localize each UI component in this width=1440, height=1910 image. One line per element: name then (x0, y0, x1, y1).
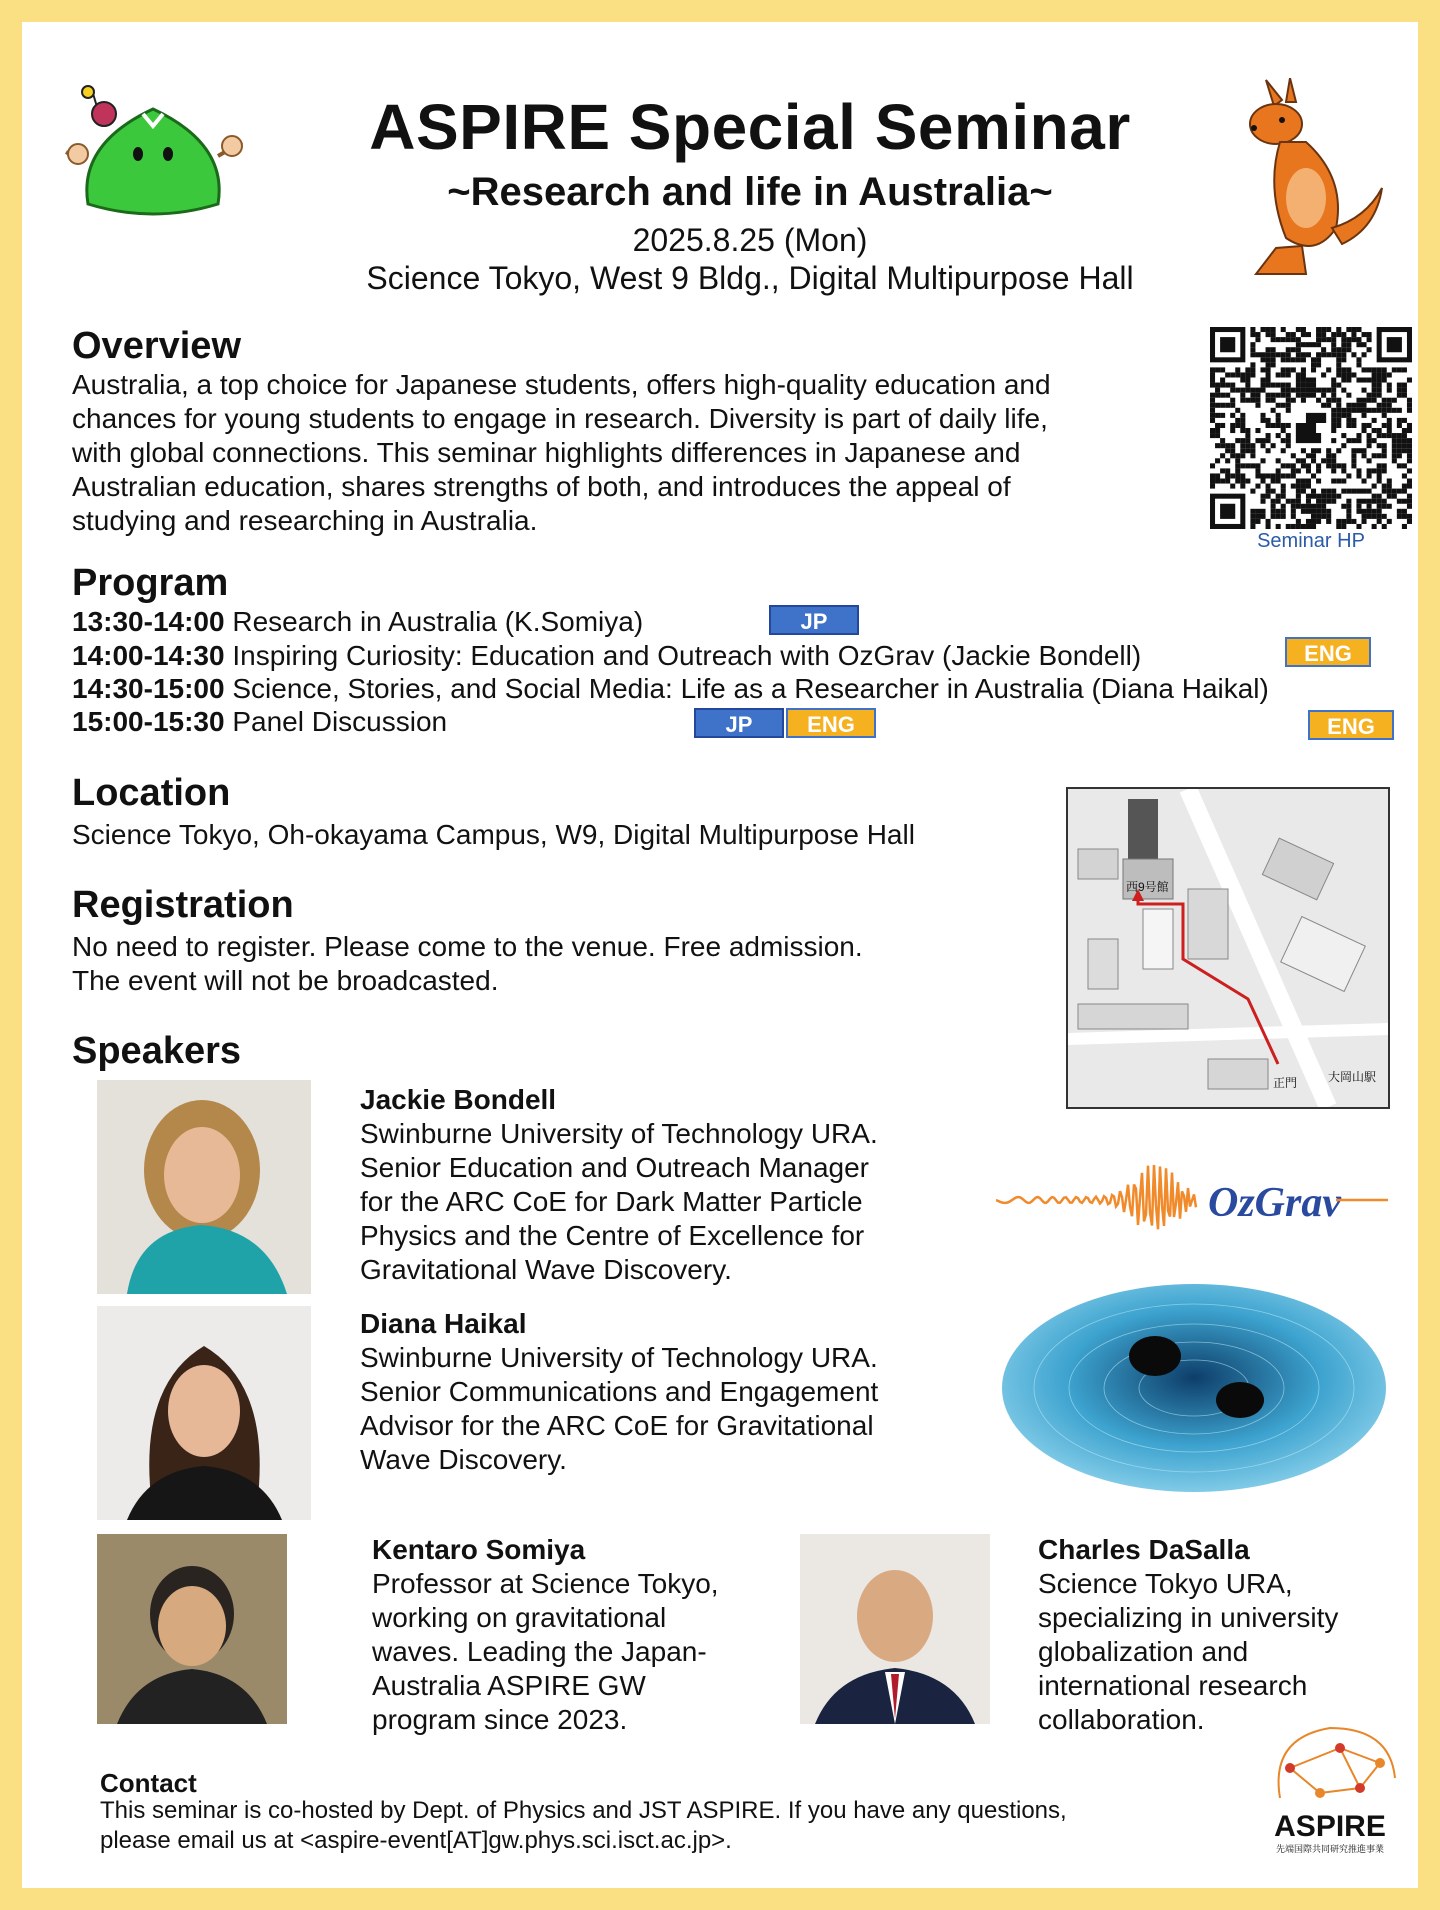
speaker-name: Charles DaSalla (1038, 1534, 1250, 1565)
speaker-bio-line: international research (1038, 1670, 1308, 1701)
speaker-bio-line: Gravitational Wave Discovery. (360, 1254, 732, 1285)
speaker-bio-line: collaboration. (1038, 1704, 1205, 1735)
map-station-label: 大岡山駅 (1328, 1070, 1377, 1084)
registration-line: No need to register. Please come to the venue. Free admission. (72, 931, 863, 962)
aspire-logo-text: ASPIRE (1274, 1810, 1386, 1843)
overview-line: chances for young students to engage in research. Diversity is part of daily life, (72, 403, 1048, 434)
speaker-bio-line: Australia ASPIRE GW (372, 1670, 646, 1701)
aspire-logo (1250, 1708, 1410, 1868)
overview-text (72, 368, 1192, 538)
language-badge-eng: ENG (786, 708, 876, 738)
location-text: Science Tokyo, Oh-okayama Campus, W9, Digital Multipurpose Hall (72, 819, 915, 850)
speaker-bio-line: waves. Leading the Japan- (372, 1636, 707, 1667)
ozgrav-logo (996, 1150, 1390, 1250)
seminar-title: ASPIRE Special Seminar (369, 91, 1131, 163)
program-time: 13:30-14:00 (72, 606, 225, 637)
overview-line: Australian education, shares strengths of both, and introduces the appeal of (72, 471, 1011, 502)
registration-text (72, 930, 863, 998)
speaker-photo-diana-haikal (97, 1306, 311, 1520)
seminar-date: 2025.8.25 (Mon) (632, 222, 868, 258)
speaker-bio-line: Science Tokyo URA, (1038, 1568, 1293, 1599)
speaker-bio-line: for the ARC CoE for Dark Matter Particle (360, 1186, 863, 1217)
program-title: Inspiring Curiosity: Education and Outreach with OzGrav (Jackie Bondell) (232, 640, 1142, 671)
speaker-bio-line: Swinburne University of Technology URA. (360, 1342, 878, 1373)
contact-line[interactable]: please email us at <aspire-event[AT]gw.phys.sci.isct.ac.jp>. (100, 1827, 732, 1854)
speaker-photo-jackie-bondell (97, 1080, 311, 1294)
program-title: Research in Australia (K.Somiya) (232, 606, 644, 637)
campus-map-drawing (1068, 789, 1388, 1107)
ozgrav-logo-text: OzGrav (1208, 1180, 1341, 1226)
language-badge-eng: ENG (1285, 637, 1371, 667)
gravitational-wave-illustration (1000, 1278, 1388, 1496)
contact-heading: Contact (100, 1768, 197, 1798)
registration-line: The event will not be broadcasted. (72, 965, 499, 996)
speaker-bio-line: Senior Education and Outreach Manager (360, 1152, 869, 1183)
overview-line: studying and researching in Australia. (72, 505, 538, 536)
qr-code[interactable] (1210, 326, 1412, 530)
program-time: 15:00-15:30 (72, 706, 225, 737)
speaker-bio (372, 1567, 719, 1737)
program-time: 14:30-15:00 (72, 673, 225, 704)
overview-heading: Overview (72, 325, 241, 367)
speaker-bio-line: Swinburne University of Technology URA. (360, 1118, 878, 1149)
seminar-subtitle: ~Research and life in Australia~ (447, 170, 1053, 214)
program-time: 14:00-14:30 (72, 640, 225, 671)
registration-heading: Registration (72, 884, 294, 926)
program-row (72, 639, 1141, 673)
speaker-bio-line: Senior Communications and Engagement (360, 1376, 879, 1407)
speaker-bio-line: Advisor for the ARC CoE for Gravitational (360, 1410, 874, 1441)
speaker-name: Jackie Bondell (360, 1084, 557, 1115)
seminar-venue: Science Tokyo, West 9 Bldg., Digital Multipurpose Hall (366, 260, 1134, 296)
campus-map (1066, 787, 1390, 1109)
overview-line: with global connections. This seminar highlights differences in Japanese and (72, 437, 1021, 468)
aspire-logo-subtext: 先端国際共同研究推進事業 (1275, 1845, 1385, 1855)
speaker-name: Diana Haikal (360, 1308, 527, 1339)
contact-text (100, 1796, 1250, 1856)
speaker-photo-kentaro-somiya (97, 1534, 287, 1724)
speaker-bio-line: program since 2023. (372, 1704, 628, 1735)
language-badge-jp: JP (769, 605, 859, 635)
speaker-bio-line: specializing in university (1038, 1602, 1339, 1633)
speaker-bio (360, 1117, 878, 1287)
program-heading: Program (72, 562, 229, 604)
speaker-bio-line: globalization and (1038, 1636, 1249, 1667)
map-gate-label: 正門 (1273, 1076, 1298, 1090)
language-badge-eng: ENG (1308, 710, 1394, 740)
overview-line: Australia, a top choice for Japanese students, offers high-quality education and (72, 369, 1051, 400)
language-badge-jp: JP (694, 708, 784, 738)
location-heading: Location (72, 772, 231, 814)
qr-caption[interactable]: Seminar HP (1257, 530, 1365, 552)
mascot-green-character-icon (58, 84, 248, 224)
program-row (72, 672, 1269, 706)
program-title: Panel Discussion (232, 706, 448, 737)
speaker-bio-line: working on gravitational (372, 1602, 667, 1633)
program-title: Science, Stories, and Social Media: Life as a Researcher in Australia (Diana Haikal) (232, 673, 1269, 704)
program-row (72, 605, 643, 639)
speaker-bio-line: Professor at Science Tokyo, (372, 1568, 719, 1599)
map-building-label: 西9号館 (1126, 880, 1169, 894)
speaker-photo-charles-dasalla (800, 1534, 990, 1724)
speaker-name: Kentaro Somiya (372, 1534, 586, 1565)
speaker-bio-line: Physics and the Centre of Excellence for (360, 1220, 865, 1251)
contact-line: This seminar is co-hosted by Dept. of Physics and JST ASPIRE. If you have any questions, (100, 1797, 1067, 1824)
speakers-heading: Speakers (72, 1030, 242, 1072)
program-row (72, 705, 447, 739)
speaker-bio (360, 1341, 878, 1477)
speaker-bio-line: Wave Discovery. (360, 1444, 567, 1475)
